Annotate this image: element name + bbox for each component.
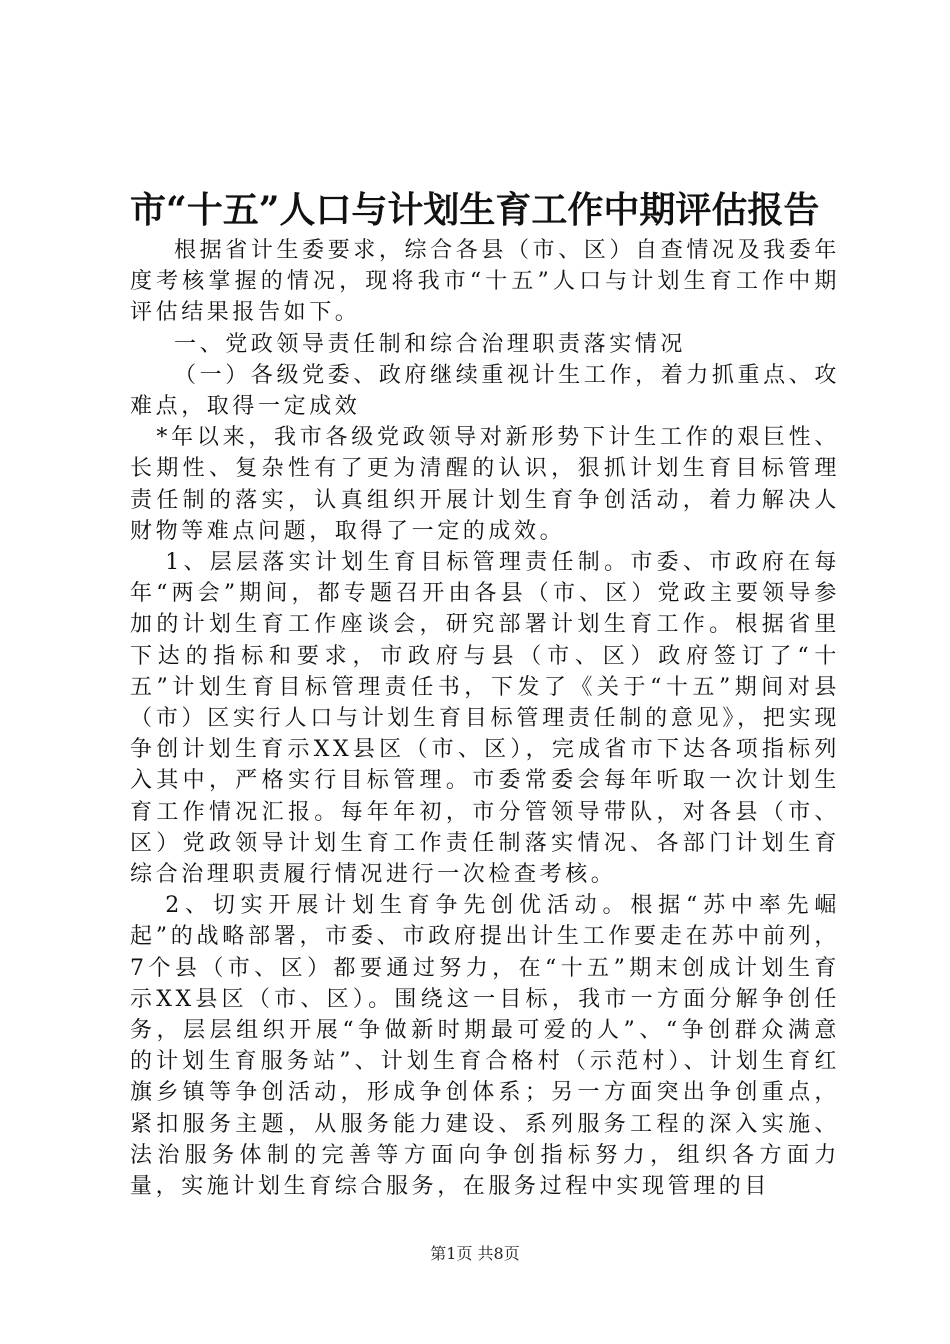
- section-heading-1: 一、党政领导责任制和综合治理职责落实情况: [174, 331, 687, 357]
- body-paragraph: *年以来，我市各级党政领导对新形势下计生工作的艰巨性、长期性、复杂性有了更为清醒的认识，狠抓计划生育目标管理责任制的落实，认真组织开展计划生育争创活动，着力解决人财物等难点问题，取得了一定的成效。: [130, 425, 840, 544]
- subsection-heading-1: （一）各级党委、政府继续重视计生工作，着力抓重点、攻难点，取得一定成效: [130, 362, 840, 420]
- intro-paragraph: 根据省计生委要求，综合各县（市、区）自查情况及我委年度考核掌握的情况，现将我市“十五”人口与计划生育工作中期评估结果报告如下。: [130, 238, 840, 326]
- body-paragraph: 2、切实开展计划生育争先创优活动。根据“苏中率先崛起”的战略部署，市委、市政府提出计生工作要走在苏中前列，7个县（市、区）都要通过努力，在“十五”期末创成计划生育示XX县区（市、区）。围绕这一目标，我市一方面分解争创任务，层层组织开展“争做新时期最可爱的人”、“争创群众满意的计划生育服务站”、计划生育合格村（示范村）、计划生育红旗乡镇等争创活动，形成争创体系；另一方面突出争创重点，紧扣服务主题，从服务能力建设、系列服务工程的深入实施、法治服务体制的完善等方面向争创指标努力，组织各方面力量，实施计划生育综合服务，在服务过程中实现管理的目: [130, 893, 840, 1200]
- document-title: 市“十五”人口与计划生育工作中期评估报告: [130, 189, 820, 231]
- document-body: [130, 235, 840, 1202]
- body-paragraph: 1、层层落实计划生育目标管理责任制。市委、市政府在每年“两会”期间，都专题召开由各县（市、区）党政主要领导参加的计划生育工作座谈会，研究部署计划生育工作。根据省里下达的指标和要求，市政府与县（市、区）政府签订了“十五”计划生育目标管理责任书，下发了《关于“十五”期间对县（市）区实行人口与计划生育目标管理责任制的意见》，把实现争创计划生育示XX县区（市、区），完成省市下达各项指标列入其中，严格实行目标管理。市委常委会每年听取一次计划生育工作情况汇报。每年年初，市分管领导带队，对各县（市、区）党政领导计划生育工作责任制落实情况、各部门计划生育综合治理职责履行情况进行一次检查考核。: [130, 550, 840, 888]
- page-footer: 第1页 共8页: [430, 1244, 520, 1263]
